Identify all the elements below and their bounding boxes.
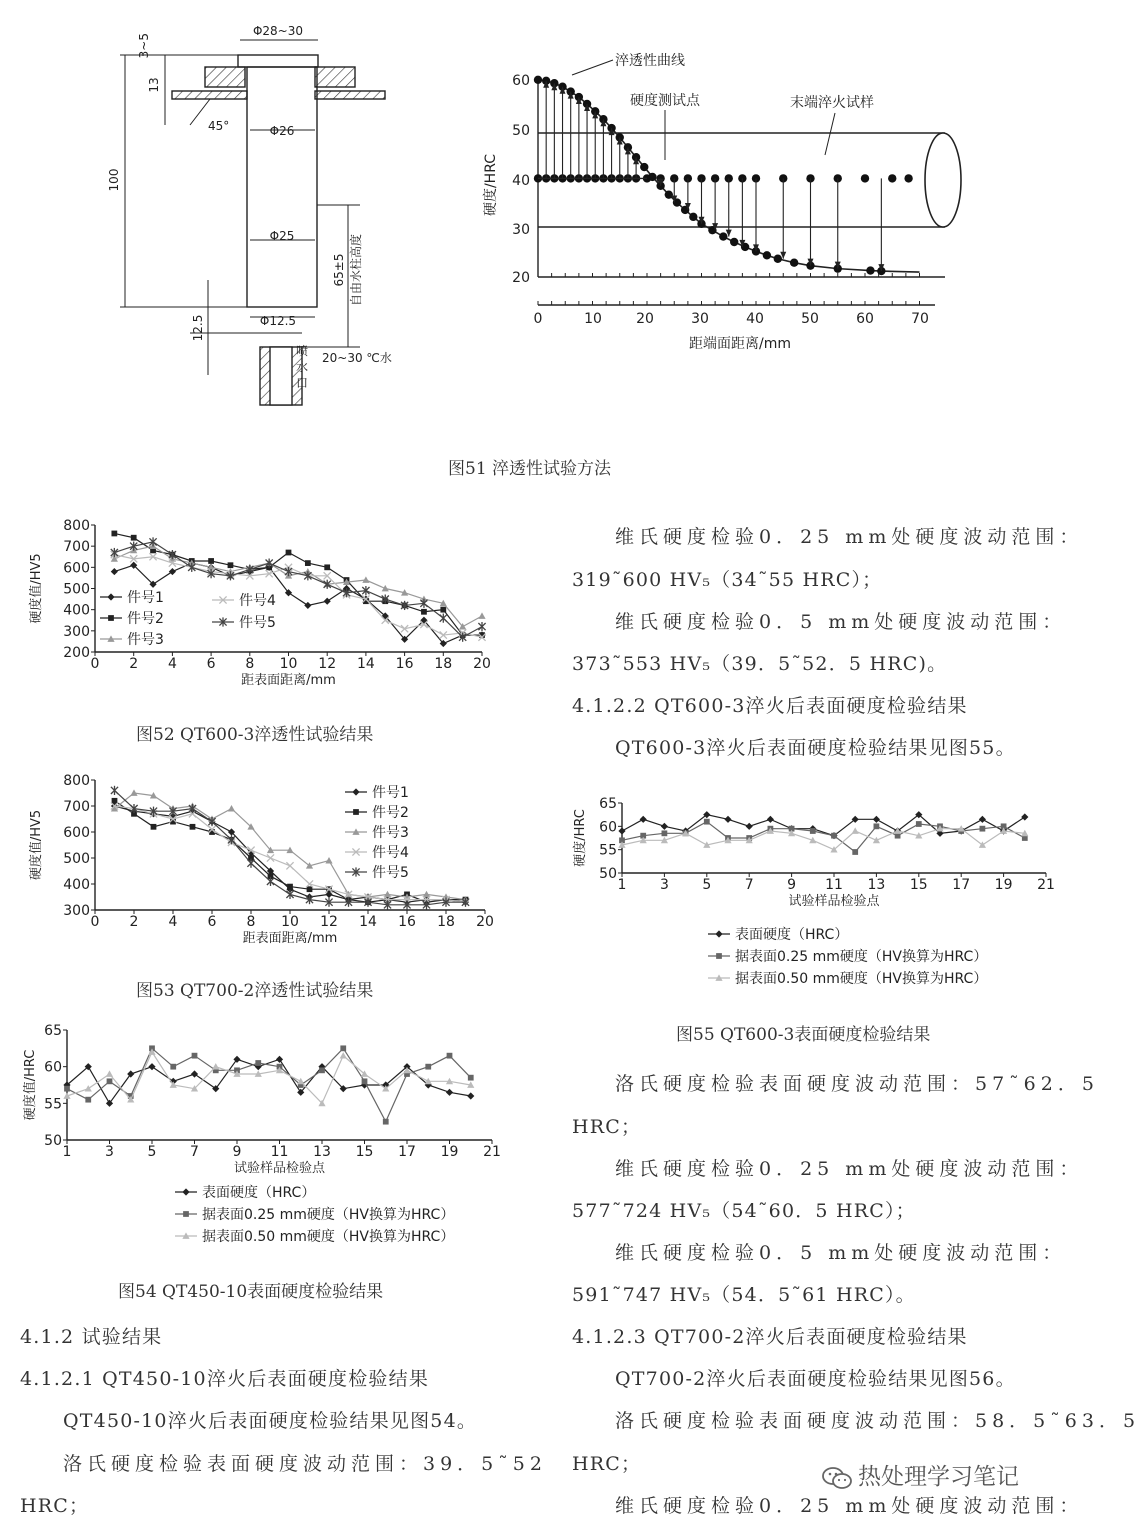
paragraph-line: 591˜747 HV₅（54．5˜61 HRC）。 [572, 1284, 916, 1306]
fig51-x-tick: 10 [584, 311, 602, 327]
data-point [661, 823, 668, 830]
data-point [151, 824, 157, 830]
data-point [190, 824, 196, 830]
curve-point [640, 163, 648, 171]
paragraph-line: HRC； [20, 1495, 90, 1517]
x-tick-label: 13 [313, 1144, 331, 1160]
data-point [640, 816, 647, 823]
data-point [304, 602, 311, 609]
figure55-caption: 图55 QT600-3表面硬度检验结果 [676, 1025, 931, 1045]
y-tick-label: 60 [44, 1059, 62, 1076]
x-tick-label: 16 [398, 914, 416, 930]
curve-point [534, 76, 542, 84]
test-point [861, 174, 869, 182]
data-point [276, 1056, 283, 1063]
x-tick-label: 20 [473, 656, 491, 672]
x-tick-label: 13 [867, 877, 886, 893]
data-point [440, 607, 446, 613]
series-line [622, 822, 1025, 852]
y-tick-label: 55 [599, 842, 617, 859]
paragraph-line: 577˜724 HV₅（54˜60．5 HRC）； [572, 1200, 916, 1222]
data-point [421, 609, 427, 615]
data-point [208, 558, 214, 564]
dim-dia-26: Φ26 [269, 124, 295, 138]
data-point [107, 1078, 113, 1084]
data-point [64, 1086, 70, 1092]
legend-label: 件号2 [127, 611, 164, 627]
data-point [286, 550, 292, 556]
data-point [85, 1085, 92, 1091]
x-tick-label: 6 [207, 914, 217, 930]
data-point [704, 819, 710, 825]
dim-dia-25: Φ25 [269, 229, 295, 243]
y-tick-label: 200 [63, 645, 90, 661]
legend-label: 据表面0.50 mm硬度（HV换算为HRC） [202, 1229, 455, 1245]
curve-point [719, 232, 727, 240]
legend-label: 表面硬度（HRC） [735, 927, 849, 943]
x-tick-label: 19 [440, 1144, 459, 1160]
x-tick-label: 14 [356, 656, 375, 672]
data-point [111, 786, 118, 795]
paragraph-line: 洛氏硬度检验表面硬度波动范围：57˜62．5 [615, 1073, 1099, 1095]
watermark-text: 热处理学习笔记 [858, 1464, 1019, 1490]
legend-marker [182, 1188, 189, 1195]
x-tick-label: 12 [318, 656, 337, 672]
legend-marker [716, 953, 722, 959]
x-tick-label: 17 [398, 1144, 416, 1160]
fig51-xlabel: 距端面距离/mm [689, 336, 791, 352]
data-point [305, 560, 311, 566]
paragraph-line: QT600-3淬火后表面硬度检验结果见图55。 [615, 737, 1016, 759]
data-point [297, 1078, 304, 1084]
legend-marker [352, 788, 359, 795]
x-tick-label: 7 [190, 1144, 199, 1160]
series-line [622, 815, 1025, 836]
paragraph-line: QT700-2淬火后表面硬度检验结果见图56。 [615, 1368, 1016, 1390]
y-tick-label: 400 [63, 602, 90, 619]
data-point [979, 816, 986, 823]
x-tick-label: 10 [281, 914, 299, 930]
data-point [286, 890, 293, 899]
paragraph-line: 维氏硬度检验0．5 mm处硬度波动范围： [615, 1242, 1067, 1264]
test-point [888, 174, 896, 182]
x-tick-label: 19 [994, 877, 1013, 893]
label-specimen: 末端淬火试样 [790, 95, 874, 111]
fig51-y-tick: 20 [512, 270, 530, 286]
x-tick-label: 12 [320, 914, 338, 930]
fig51-y-tick: 40 [512, 173, 530, 189]
legend-label: 件号4 [239, 593, 276, 609]
data-point [212, 1063, 219, 1069]
data-point [85, 1097, 91, 1103]
paragraph-line: HRC； [572, 1116, 642, 1138]
paragraph-line: 373˜553 HV₅（39．5˜52．5 HRC)。 [572, 653, 948, 675]
data-point [148, 1063, 155, 1070]
x-tick-label: 4 [167, 656, 177, 672]
legend-label: 件号2 [372, 805, 409, 821]
x-tick-label: 5 [147, 1144, 157, 1160]
x-tick-label: 9 [787, 877, 797, 893]
legend-label: 件号1 [127, 590, 164, 606]
data-point [111, 531, 117, 537]
fig51-y-tick: 30 [512, 222, 530, 238]
data-point [170, 1064, 176, 1070]
nozzle-label-1: 喷 [296, 344, 309, 358]
x-tick-label: 0 [90, 914, 100, 930]
y-tick-label: 65 [44, 1023, 62, 1039]
paragraph-line: 维氏硬度检验0．5 mm处硬度波动范围： [615, 611, 1067, 633]
data-point [478, 612, 485, 618]
data-point [831, 833, 837, 839]
data-point [111, 568, 118, 575]
figure53-caption: 图53 QT700-2淬透性试验结果 [136, 981, 374, 1001]
legend-label: 据表面0.25 mm硬度（HV换算为HRC） [735, 949, 988, 965]
x-tick-label: 3 [659, 877, 669, 893]
x-axis-label: 距表面距离/mm [241, 673, 336, 688]
curve-point [774, 255, 782, 263]
data-point [446, 1089, 453, 1096]
paragraph-line: HRC； [572, 1453, 642, 1475]
x-tick-label: 18 [434, 656, 453, 672]
water-height-label: 自由水柱高度 [349, 233, 363, 307]
curve-point [866, 266, 874, 274]
data-point [1021, 813, 1028, 820]
figure52-caption: 图52 QT600-3淬透性试验结果 [136, 725, 374, 745]
y-tick-label: 700 [63, 539, 90, 556]
x-tick-label: 11 [270, 1144, 289, 1160]
x-tick-label: 21 [483, 1144, 501, 1160]
series-line [115, 793, 466, 900]
x-tick-label: 8 [246, 914, 256, 930]
data-point [319, 1067, 325, 1073]
y-tick-label: 500 [63, 851, 90, 867]
section-heading-4122: 4.1.2.2 QT600-3淬火后表面硬度检验结果 [572, 695, 968, 717]
dim-length: 100 [107, 168, 121, 192]
y-tick-label: 800 [63, 518, 90, 534]
x-tick-label: 15 [909, 877, 928, 893]
data-point [746, 823, 753, 830]
x-tick-label: 2 [129, 656, 139, 672]
y-tick-label: 60 [599, 819, 617, 836]
paragraph-line: 洛氏硬度检验表面硬度波动范围：58．5˜63．5 [615, 1410, 1140, 1432]
data-point [267, 877, 274, 886]
y-tick-label: 800 [63, 773, 90, 789]
data-point [287, 884, 293, 890]
x-tick-label: 14 [359, 914, 377, 930]
data-point [267, 854, 274, 861]
curve-point [689, 213, 697, 221]
data-point [130, 789, 137, 795]
y-tick-label: 300 [63, 903, 90, 919]
figure53-chart [20, 770, 510, 950]
x-tick-label: 18 [437, 914, 455, 930]
x-axis-label: 距表面距离/mm [242, 931, 338, 946]
y-tick-label: 65 [599, 796, 617, 812]
fig51-y-tick: 50 [512, 123, 530, 139]
x-tick-label: 7 [744, 877, 754, 893]
data-point [618, 827, 625, 834]
legend-label: 据表面0.25 mm硬度（HV换算为HRC） [202, 1207, 455, 1223]
dim-head-dia: Φ28~30 [252, 24, 304, 38]
section-heading-4121: 4.1.2.1 QT450-10淬火后表面硬度检验结果 [20, 1368, 430, 1390]
fig51-y-tick: 60 [512, 73, 530, 89]
y-tick-label: 55 [44, 1096, 62, 1113]
data-point [383, 1119, 389, 1125]
section-heading-412: 4.1.2 试验结果 [20, 1326, 163, 1348]
data-point [467, 1092, 474, 1099]
test-point [904, 174, 912, 182]
data-point [131, 535, 137, 541]
fig51-x-tick: 20 [636, 311, 654, 327]
x-tick-label: 16 [395, 656, 414, 672]
figure54-caption: 图54 QT450-10表面硬度检验结果 [118, 1282, 384, 1302]
legend-label: 件号5 [239, 615, 276, 631]
fig51-x-tick: 60 [856, 311, 874, 327]
dim-angle: 45° [208, 119, 230, 133]
data-point [191, 1070, 198, 1077]
water-temp: 20~30 ℃水 [322, 351, 392, 365]
dim-top-thickness: 3~5 [137, 33, 151, 59]
curve-point [763, 251, 771, 259]
data-point [324, 564, 330, 570]
data-point [255, 1060, 261, 1066]
paragraph-line: 维氏硬度检验0．25 mm处硬度波动范围： [615, 526, 1084, 548]
x-tick-label: 15 [355, 1144, 374, 1160]
fig51-x-tick: 0 [533, 311, 543, 327]
data-point [478, 622, 485, 631]
label-points: 硬度测试点 [630, 93, 700, 109]
data-point [874, 823, 880, 829]
legend-marker [107, 593, 114, 600]
data-point [106, 1070, 113, 1076]
hardenability-curve-diagram [482, 52, 961, 352]
dim-gap: 12.5 [191, 314, 205, 342]
section-heading-4123: 4.1.2.3 QT700-2淬火后表面硬度检验结果 [572, 1326, 968, 1348]
series-line [114, 563, 482, 643]
legend-marker [183, 1211, 189, 1217]
paragraph-line: 维氏硬度检验0．25 mm处硬度波动范围： [615, 1495, 1084, 1517]
x-tick-label: 1 [617, 877, 627, 893]
data-point [362, 576, 369, 582]
data-point [468, 1075, 474, 1081]
data-point [852, 849, 858, 855]
x-tick-label: 4 [168, 914, 178, 930]
fig51-x-tick: 50 [801, 311, 819, 327]
figure52-chart [20, 515, 510, 700]
data-point [247, 859, 254, 868]
x-tick-label: 2 [129, 914, 139, 930]
data-point [916, 821, 922, 827]
dim-water-height: 65±5 [332, 253, 346, 287]
data-point [325, 857, 332, 863]
y-axis-label: 硬度值/HV5 [29, 809, 44, 881]
x-tick-label: 11 [825, 877, 843, 893]
x-tick-label: 3 [105, 1144, 114, 1160]
legend-label: 表面硬度（HRC） [202, 1185, 316, 1201]
y-tick-label: 300 [63, 623, 90, 640]
fig51-ylabel: 硬度/HRC [483, 153, 499, 217]
paragraph-line: 319˜600 HV₅（34˜55 HRC）； [572, 569, 883, 591]
x-tick-label: 5 [702, 877, 712, 893]
legend-label: 件号5 [372, 865, 409, 881]
data-point [810, 828, 816, 834]
data-point [286, 862, 293, 869]
x-tick-label: 20 [476, 914, 494, 930]
series-line [114, 555, 482, 638]
x-tick-label: 0 [90, 656, 100, 672]
legend-label: 件号4 [372, 845, 409, 861]
wechat-icon [822, 1466, 852, 1490]
figure55-chart [570, 788, 1060, 993]
data-point [307, 886, 313, 892]
y-axis-label: 硬度值/HV5 [29, 553, 44, 624]
curve-point [730, 238, 738, 246]
data-point [228, 562, 234, 568]
data-point [852, 827, 859, 833]
y-tick-label: 600 [63, 825, 90, 841]
legend-label: 件号3 [372, 825, 409, 841]
nozzle-label-2: 水 [296, 360, 309, 374]
y-tick-label: 50 [44, 1133, 62, 1149]
y-tick-label: 700 [63, 799, 90, 815]
data-point [447, 1053, 453, 1059]
nozzle-label-3: 口 [296, 376, 309, 390]
curve-point [665, 190, 673, 198]
data-point [362, 1078, 368, 1084]
dim-nozzle: Φ12.5 [259, 314, 297, 328]
figure51 [90, 15, 990, 435]
fig51-x-tick: 40 [746, 311, 764, 327]
y-tick-label: 500 [63, 581, 90, 598]
x-tick-label: 6 [206, 656, 216, 672]
figure54-chart [20, 1018, 510, 1253]
fig51-x-tick: 70 [911, 311, 929, 327]
x-axis-label: 试验样品检验点 [788, 894, 880, 909]
legend-marker [353, 809, 359, 815]
data-point [112, 798, 118, 804]
y-axis-label: 硬度/HRC [573, 809, 588, 867]
x-tick-label: 8 [245, 656, 255, 672]
data-point [340, 1045, 346, 1051]
y-tick-label: 400 [63, 877, 90, 893]
x-axis-label: 试验样品检验点 [233, 1161, 326, 1176]
x-tick-label: 21 [1037, 877, 1055, 893]
data-point [873, 816, 880, 823]
data-point [873, 837, 880, 843]
legend-label: 据表面0.50 mm硬度（HV换算为HRC） [735, 971, 988, 987]
data-point [324, 598, 331, 605]
paragraph-line: 维氏硬度检验0．25 mm处硬度波动范围： [615, 1158, 1084, 1180]
y-tick-label: 600 [63, 560, 90, 577]
series-line [67, 1048, 471, 1121]
dim-flange: 13 [147, 77, 161, 93]
data-point [767, 816, 774, 823]
paragraph-line: QT450-10淬火后表面硬度检验结果见图54。 [63, 1410, 478, 1432]
data-point [382, 585, 389, 591]
data-point [228, 805, 235, 811]
y-tick-label: 50 [599, 866, 617, 882]
data-point [425, 1064, 431, 1070]
legend-label: 件号1 [372, 785, 409, 801]
watermark [822, 1458, 1019, 1491]
label-curve: 淬透性曲线 [615, 53, 685, 69]
data-point [440, 614, 447, 623]
data-point [169, 568, 176, 575]
x-tick-label: 10 [279, 656, 298, 672]
legend-label: 件号3 [127, 632, 164, 648]
y-axis-label: 硬度值/HRC [23, 1049, 38, 1121]
legend-marker [715, 930, 722, 937]
data-point [724, 816, 731, 823]
x-tick-label: 1 [62, 1144, 72, 1160]
figure51-caption: 图51 淬透性试验方法 [448, 459, 612, 479]
fig51-x-tick: 30 [691, 311, 709, 327]
data-point [192, 1053, 198, 1059]
curve-point [790, 259, 798, 267]
data-point [662, 830, 668, 836]
x-tick-label: 9 [232, 1144, 242, 1160]
x-tick-label: 17 [952, 877, 971, 893]
paragraph-line: 洛氏硬度检验表面硬度波动范围：39．5˜52 [63, 1453, 547, 1475]
data-point [980, 826, 986, 832]
legend-marker [108, 615, 114, 621]
